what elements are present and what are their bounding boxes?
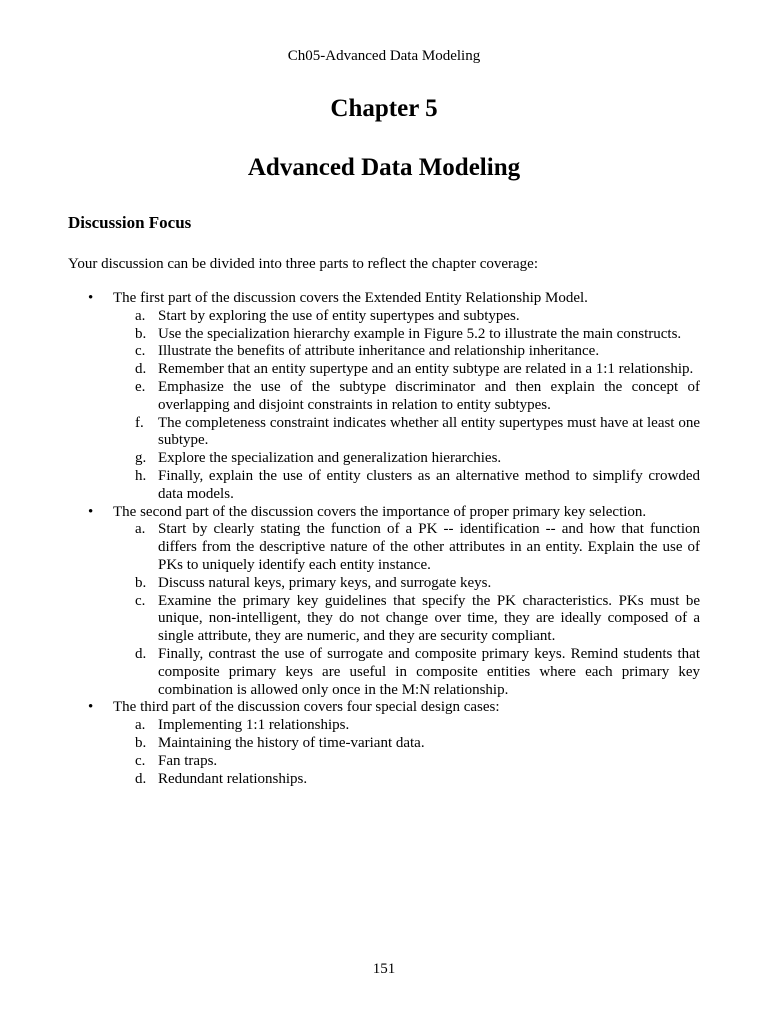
list-marker: a.	[135, 521, 146, 538]
list-marker: c.	[135, 592, 146, 609]
list-item-text: Use the specialization hierarchy example in Figure 5.2 to illustrate the main constructs.	[158, 325, 682, 342]
list-item	[113, 326, 700, 344]
list-item-text: Implementing 1:1 relationships.	[158, 717, 350, 734]
list-item	[113, 521, 700, 574]
list-marker: e.	[135, 378, 146, 395]
outline-part-2	[68, 504, 700, 700]
outline-part-text: The second part of the discussion covers the importance of proper primary key selection.	[113, 503, 647, 520]
list-item-text: Examine the primary key guidelines that specify the PK characteristics. PKs must be unique, non-intelligent, they do not change over time, they are ideally composed of a single attribute, they are numeric, and they are security compliant.	[158, 592, 700, 645]
list-item	[113, 717, 700, 735]
outline-part-text: The first part of the discussion covers the Extended Entity Relationship Model.	[113, 290, 588, 306]
page-number: 151	[372, 961, 396, 977]
chapter-number: Chapter 5	[330, 95, 438, 122]
outline-part-3	[68, 699, 700, 788]
list-marker: b.	[135, 574, 147, 591]
list-item-text: Fan traps.	[158, 752, 218, 769]
list-item	[113, 468, 700, 504]
list-marker: a.	[135, 717, 146, 734]
section-heading: Discussion Focus	[68, 213, 192, 232]
sub-list	[113, 308, 700, 504]
list-item	[113, 361, 700, 379]
list-item	[113, 575, 700, 593]
list-item	[113, 343, 700, 361]
list-marker: d.	[135, 645, 147, 662]
list-item	[113, 771, 700, 789]
list-item	[113, 753, 700, 771]
list-marker: b.	[135, 325, 147, 342]
list-marker: d.	[135, 361, 147, 378]
outline-part-1	[68, 290, 700, 504]
list-item	[113, 379, 700, 415]
list-item	[113, 450, 700, 468]
list-item	[113, 593, 700, 646]
list-marker: h.	[135, 467, 147, 484]
list-item-text: The completeness constraint indicates whether all entity supertypes must have at least one subtype.	[158, 414, 700, 449]
list-item	[113, 646, 700, 699]
list-item-text: Finally, contrast the use of surrogate and composite primary keys. Remind students that composite primary keys are useful in composite entities where each primary key combination is allowed only once in the M:N relationship.	[158, 645, 700, 698]
sub-list	[113, 521, 700, 699]
list-item-text: Remember that an entity supertype and an entity subtype are related in a 1:1 relationship.	[158, 361, 694, 378]
list-item-text: Explore the specialization and generalization hierarchies.	[158, 450, 502, 467]
running-header: Ch05-Advanced Data Modeling	[287, 48, 481, 64]
list-item-text: Redundant relationships.	[158, 770, 308, 787]
list-marker: b.	[135, 734, 147, 751]
list-item	[113, 308, 700, 326]
list-marker: f.	[135, 414, 144, 431]
list-item-text: Start by clearly stating the function of a PK -- identification -- and how that function differs from the descriptive nature of the other attributes in an entity. Explain the use of PKs to uniquely identify each entity instance.	[158, 521, 700, 573]
list-item	[113, 415, 700, 451]
intro-paragraph: Your discussion can be divided into three parts to reflect the chapter coverage:	[68, 256, 538, 272]
list-marker: g.	[135, 450, 147, 467]
list-marker: c.	[135, 343, 146, 360]
chapter-title: Advanced Data Modeling	[247, 154, 521, 181]
list-item-text: Discuss natural keys, primary keys, and surrogate keys.	[158, 574, 492, 591]
list-item-text: Emphasize the use of the subtype discriminator and then explain the concept of overlapping and disjoint constraints in relation to entity subtypes.	[158, 378, 700, 413]
bullet-icon: •	[88, 290, 94, 306]
list-marker: c.	[135, 752, 146, 769]
list-item-text: Illustrate the benefits of attribute inheritance and relationship inheritance.	[158, 343, 600, 360]
list-marker: d.	[135, 770, 147, 787]
list-item-text: Start by exploring the use of entity supertypes and subtypes.	[158, 307, 520, 324]
list-item-text: Finally, explain the use of entity clusters as an alternative method to simplify crowded data models.	[158, 467, 700, 502]
bullet-icon: •	[88, 699, 94, 716]
outline-part-text: The third part of the discussion covers four special design cases:	[113, 699, 500, 716]
list-item-text: Maintaining the history of time-variant data.	[158, 734, 425, 751]
list-item	[113, 735, 700, 753]
bullet-icon: •	[88, 503, 94, 520]
discussion-outline	[68, 290, 700, 788]
list-marker: a.	[135, 307, 146, 324]
sub-list	[113, 717, 700, 788]
